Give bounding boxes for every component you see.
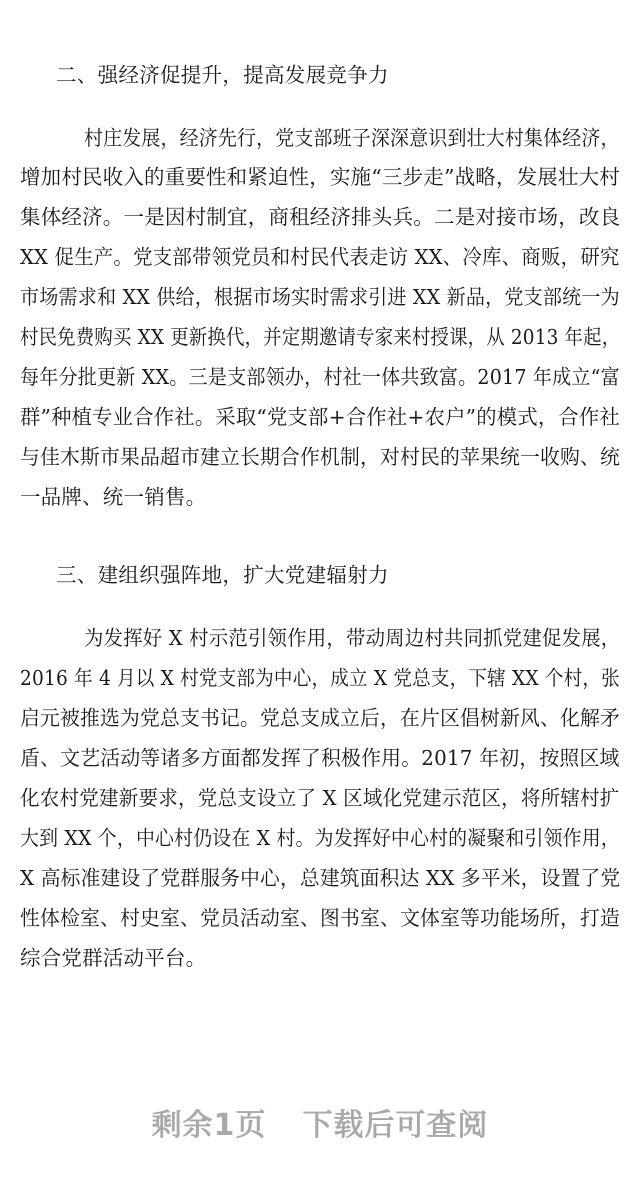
- paragraph-line: 2016 年 4 月以 X 村党支部为中心，成立 X 党总支，下辖 XX 个村，张: [20, 666, 620, 690]
- paragraph-line: 市场需求和 XX 供给，根据市场实时需求引进 XX 新品，党支部统一为: [20, 285, 620, 309]
- remaining-pages-label: 剩余1页: [151, 1108, 267, 1143]
- paragraph-line: 一品牌、统一销售。: [20, 485, 207, 509]
- paragraph-line: 综合党群活动平台。: [20, 946, 207, 970]
- paragraph-line: 增加村民收入的重要性和紧迫性，实施“三步走”战略，发展壮大村: [20, 165, 620, 189]
- paragraph-line: 村庄发展，经济先行，党支部班子深深意识到壮大村集体经济，: [84, 126, 620, 150]
- paragraph-line: 盾、文艺活动等诸多方面都发挥了积极作用。2017 年初，按照区域: [20, 746, 620, 770]
- section-3-heading: 三、建组织强阵地，扩大党建辐射力: [56, 563, 389, 587]
- download-prompt[interactable]: [0, 1106, 640, 1146]
- paragraph-line: 为发挥好 X 村示范引领作用，带动周边村共同抓党建促发展，: [84, 626, 621, 650]
- paragraph-line: 性体检室、村史室、党员活动室、图书室、文体室等功能场所，打造: [20, 906, 621, 930]
- paragraph-line: 集体经济。一是因村制宜，商租经济排头兵。二是对接市场，改良: [20, 205, 621, 229]
- paragraph-line: XX 促生产。党支部带领党员和村民代表走访 XX、冷库、商贩，研究: [20, 245, 620, 269]
- section-2-heading: 二、强经济促提升，提高发展竞争力: [56, 63, 389, 87]
- paragraph-line: 每年分批更新 XX。三是支部领办，村社一体共致富。2017 年成立“富: [20, 365, 620, 389]
- download-to-view-label: 下载后可查阅: [302, 1108, 489, 1143]
- paragraph-line: 群”种植专业合作社。采取“党支部+合作社+农户”的模式，合作社: [20, 405, 620, 429]
- paragraph-line: 化农村党建新要求，党总支设立了 X 区域化党建示范区，将所辖村扩: [20, 786, 620, 810]
- paragraph-line: 大到 XX 个，中心村仍设在 X 村。为发挥好中心村的凝聚和引领作用，: [20, 826, 620, 850]
- paragraph-line: 村民免费购买 XX 更新换代，并定期邀请专家来村授课，从 2013 年起，: [20, 325, 621, 349]
- paragraph-line: 启元被推选为党总支书记。党总支成立后，在片区倡树新风、化解矛: [20, 706, 621, 730]
- paragraph-line: X 高标准建设了党群服务中心，总建筑面积达 XX 多平米，设置了党: [20, 866, 621, 890]
- paragraph-line: 与佳木斯市果品超市建立长期合作机制，对村民的苹果统一收购、统: [20, 445, 621, 469]
